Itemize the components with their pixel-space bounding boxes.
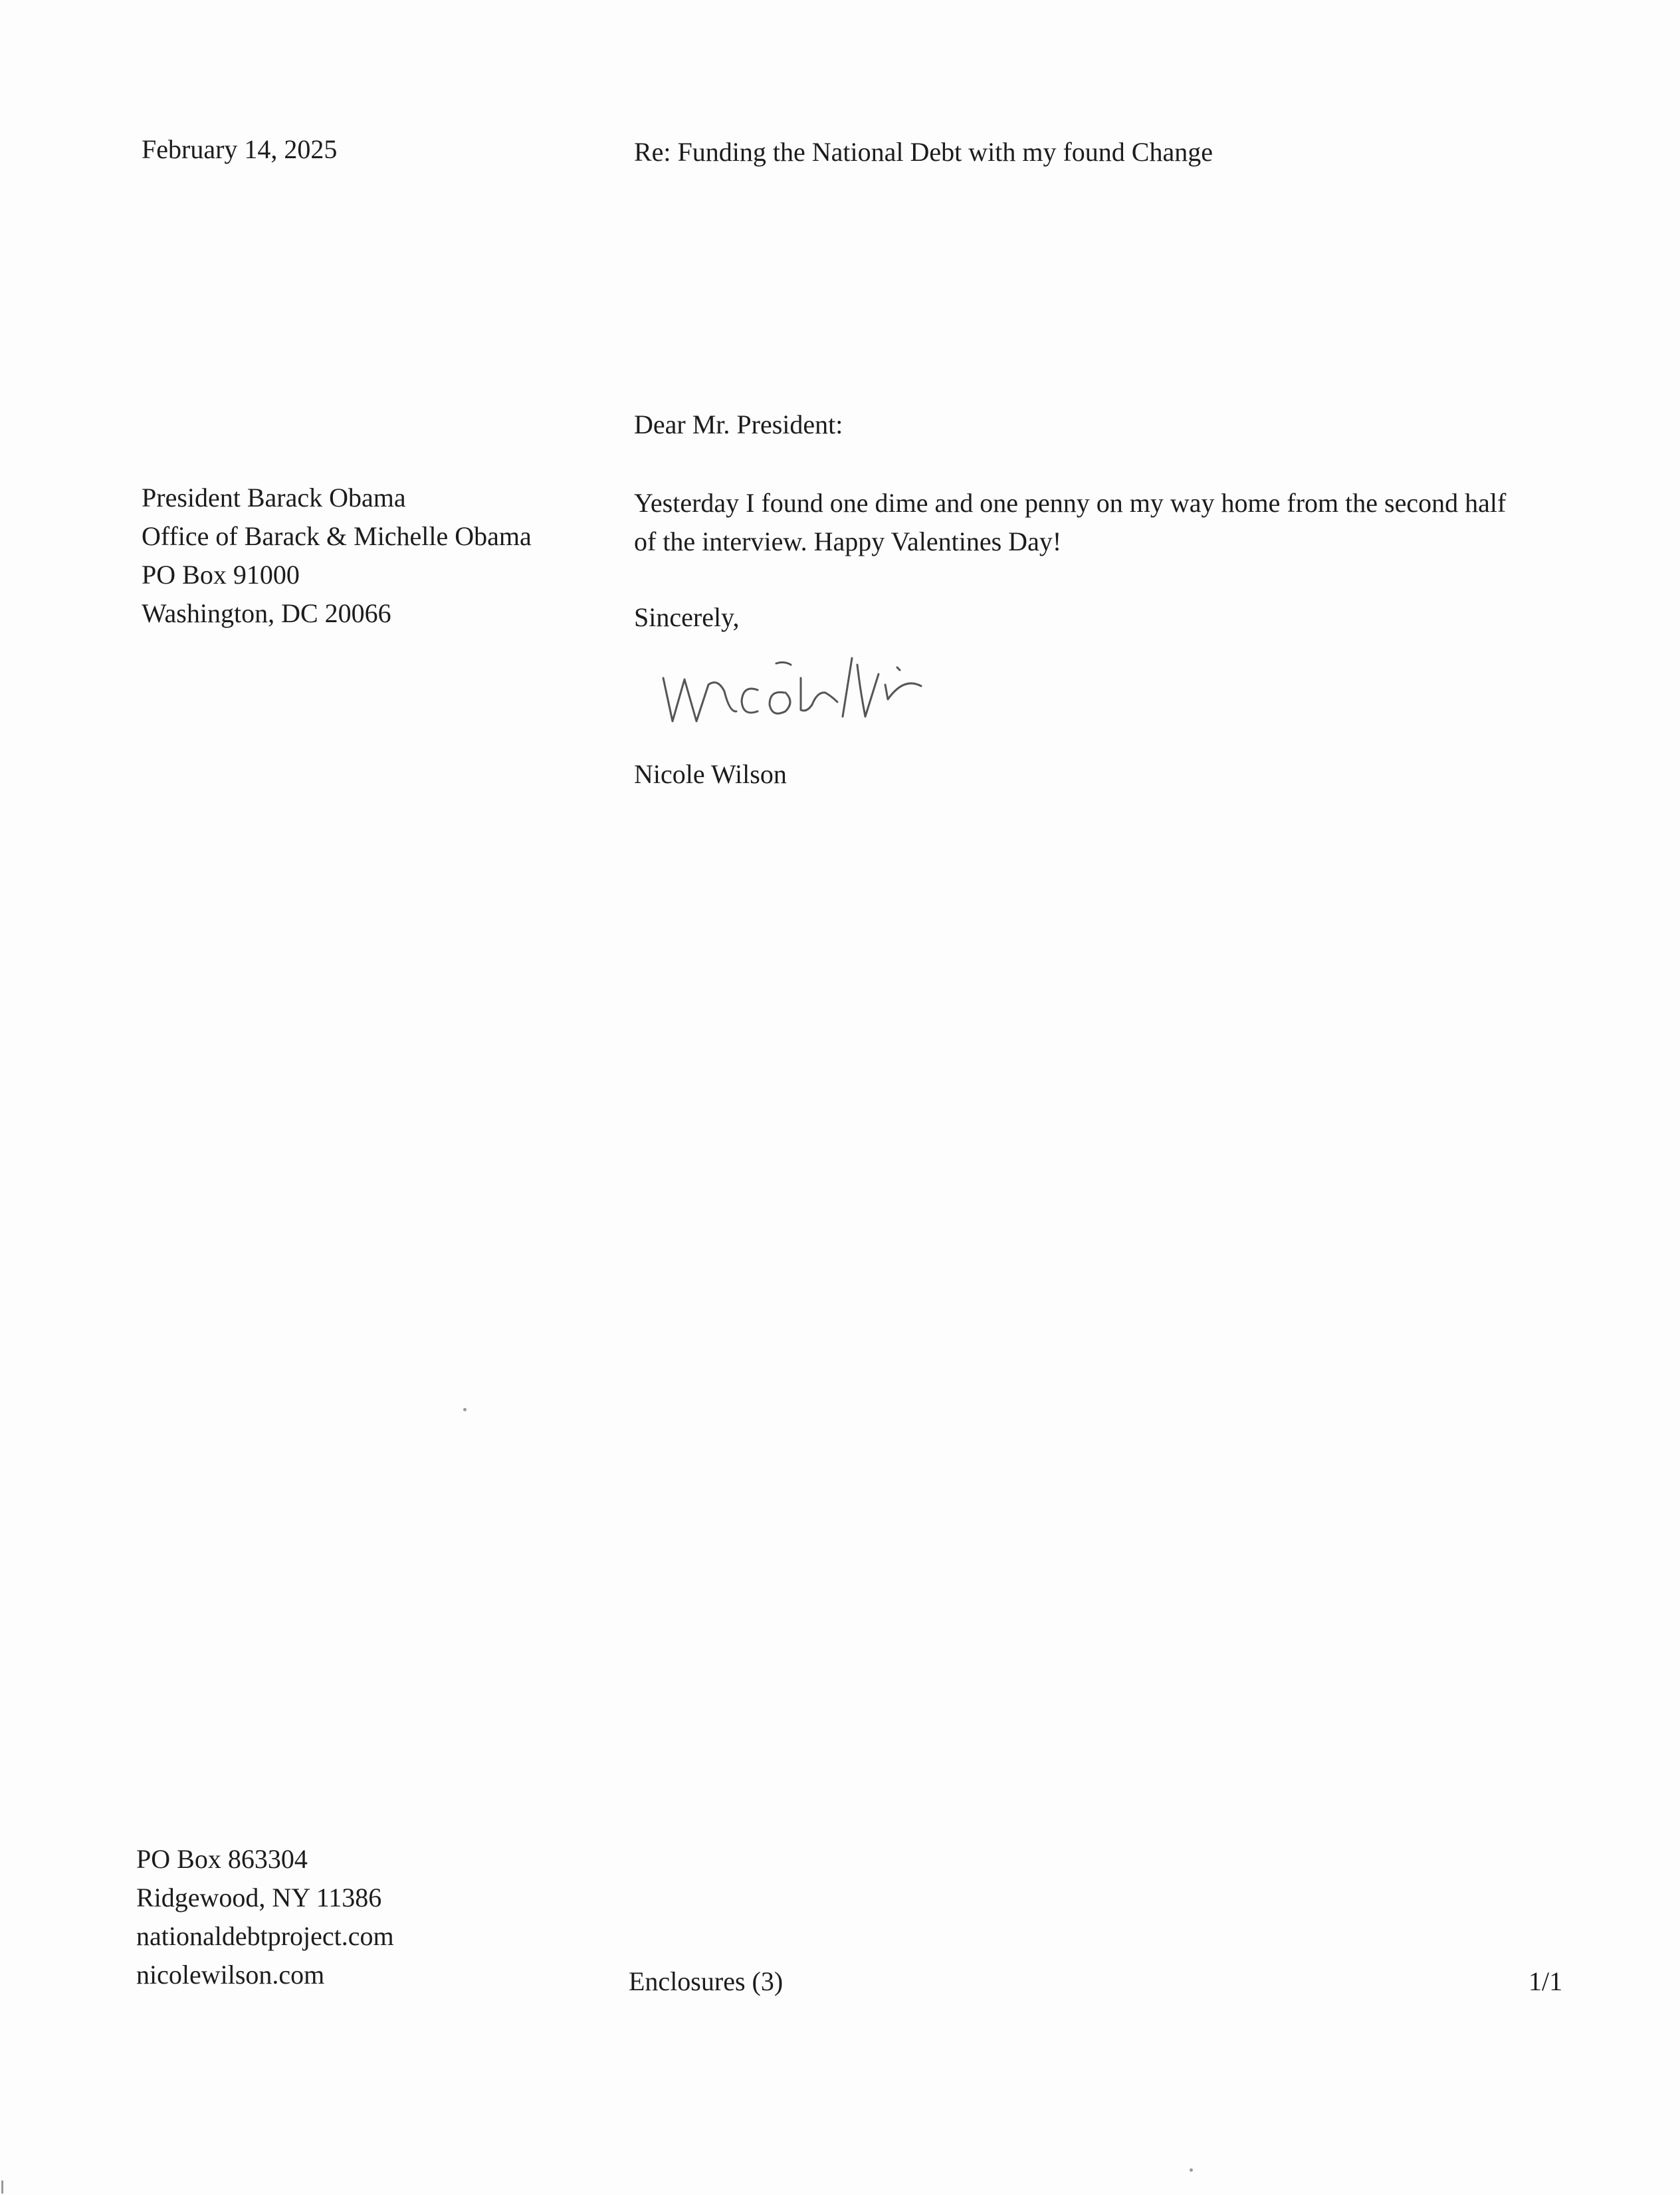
letter-date: February 14, 2025 [142,134,338,164]
scan-speck [463,1408,467,1411]
handwritten-signature [658,638,950,738]
recipient-address [142,479,532,633]
signer-name: Nicole Wilson [634,759,787,789]
body-line: Yesterday I found one dime and one penny on my way home from the second half [634,488,1507,518]
sender-po-box: PO Box 863304 [136,1844,308,1874]
body-line: of the interview. Happy Valentines Day! [634,526,1062,556]
page-number: 1/1 [1528,1966,1563,1996]
recipient-po-box: PO Box 91000 [142,560,300,590]
scan-speck [1190,2168,1193,2172]
scan-speck [1,2180,3,2194]
closing: Sincerely, [634,602,740,632]
subject-line: Re: Funding the National Debt with my found Change [634,137,1213,167]
sender-city-state: Ridgewood, NY 11386 [136,1883,382,1912]
sender-website-project: nationaldebtproject.com [136,1921,394,1951]
recipient-name: President Barack Obama [142,483,406,513]
sender-address [136,1840,394,1994]
recipient-office: Office of Barack & Michelle Obama [142,521,532,551]
sender-website-personal: nicolewilson.com [136,1960,325,1990]
letter-body [634,484,1564,561]
recipient-city-state: Washington, DC 20066 [142,598,391,628]
salutation: Dear Mr. President: [634,409,843,439]
enclosures-note: Enclosures (3) [629,1966,784,1996]
